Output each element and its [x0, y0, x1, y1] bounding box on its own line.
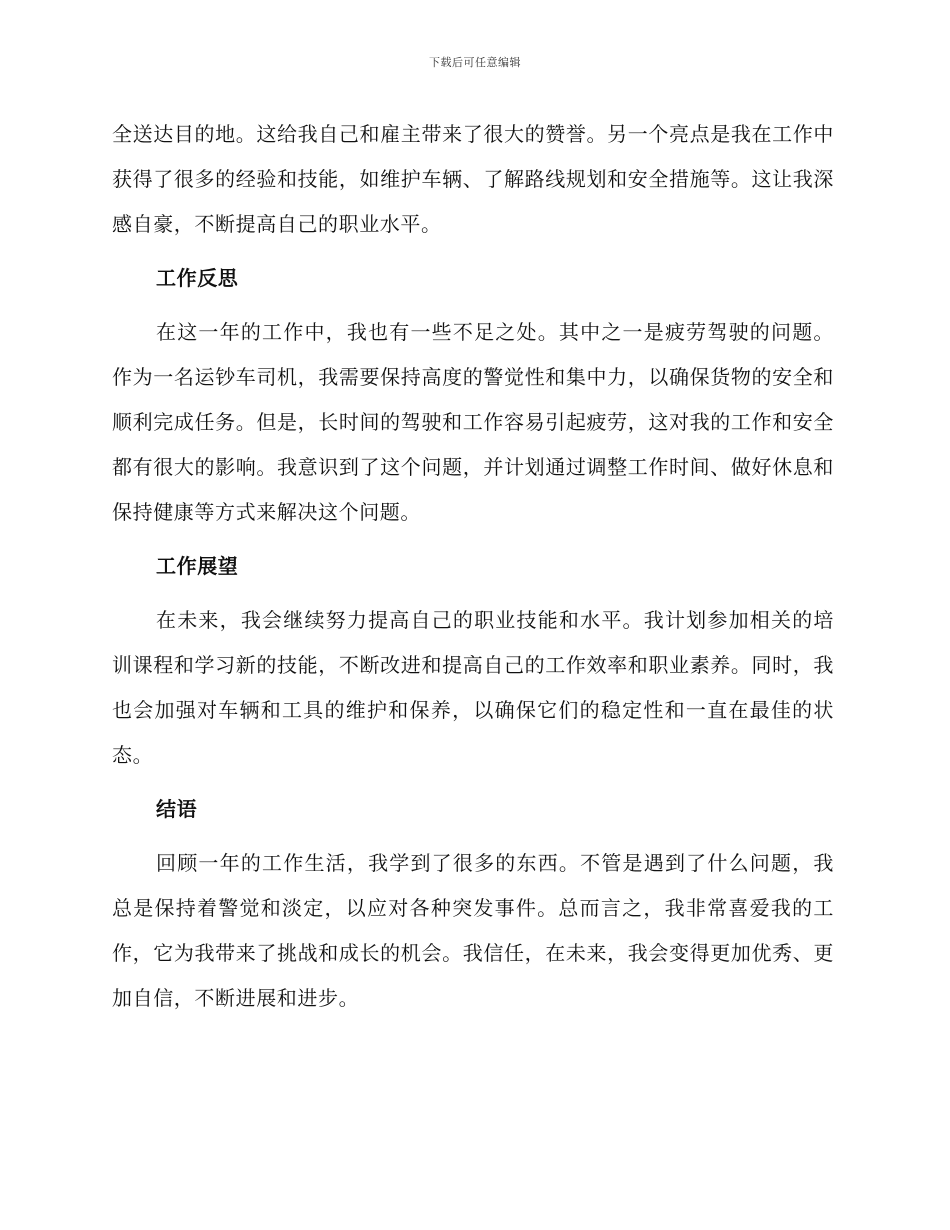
page-header: 下载后可任意编辑	[429, 56, 521, 69]
section-heading-reflection: 工作反思	[156, 266, 239, 290]
section-heading-conclusion: 结语	[156, 797, 198, 821]
section-paragraph-outlook: 在未来，我会继续努力提高自己的职业技能和水平。我计划参加相关的培训课程和学习新的技能，不断改进和提高自己的工作效率和职业素养。同时，我也会加强对车辆和工具的维护和保养，以确保它们的稳定性和一直在最佳的状态。	[112, 608, 834, 767]
section-paragraph-reflection: 在这一年的工作中，我也有一些不足之处。其中之一是疲劳驾驶的问题。作为一名运钞车司机，我需要保持高度的警觉性和集中力，以确保货物的安全和顺利完成任务。但是，长时间的驾驶和工作容易引起疲劳，这对我的工作和安全都有很大的影响。我意识到了这个问题，并计划通过调整工作时间、做好休息和保持健康等方式来解决这个问题。	[112, 320, 834, 524]
section-heading-outlook: 工作展望	[156, 554, 239, 578]
document-body	[112, 112, 834, 1021]
section-paragraph-conclusion: 回顾一年的工作生活，我学到了很多的东西。不管是遇到了什么问题，我总是保持着警觉和淡定，以应对各种突发事件。总而言之，我非常喜爱我的工作，它为我带来了挑战和成长的机会。我信任，在未来，我会变得更加优秀、更加自信，不断进展和进步。	[112, 851, 834, 1010]
intro-paragraph: 全送达目的地。这给我自己和雇主带来了很大的赞誉。另一个亮点是我在工作中获得了很多的经验和技能，如维护车辆、了解路线规划和安全措施等。这让我深感自豪，不断提高自己的职业水平。	[112, 122, 834, 236]
